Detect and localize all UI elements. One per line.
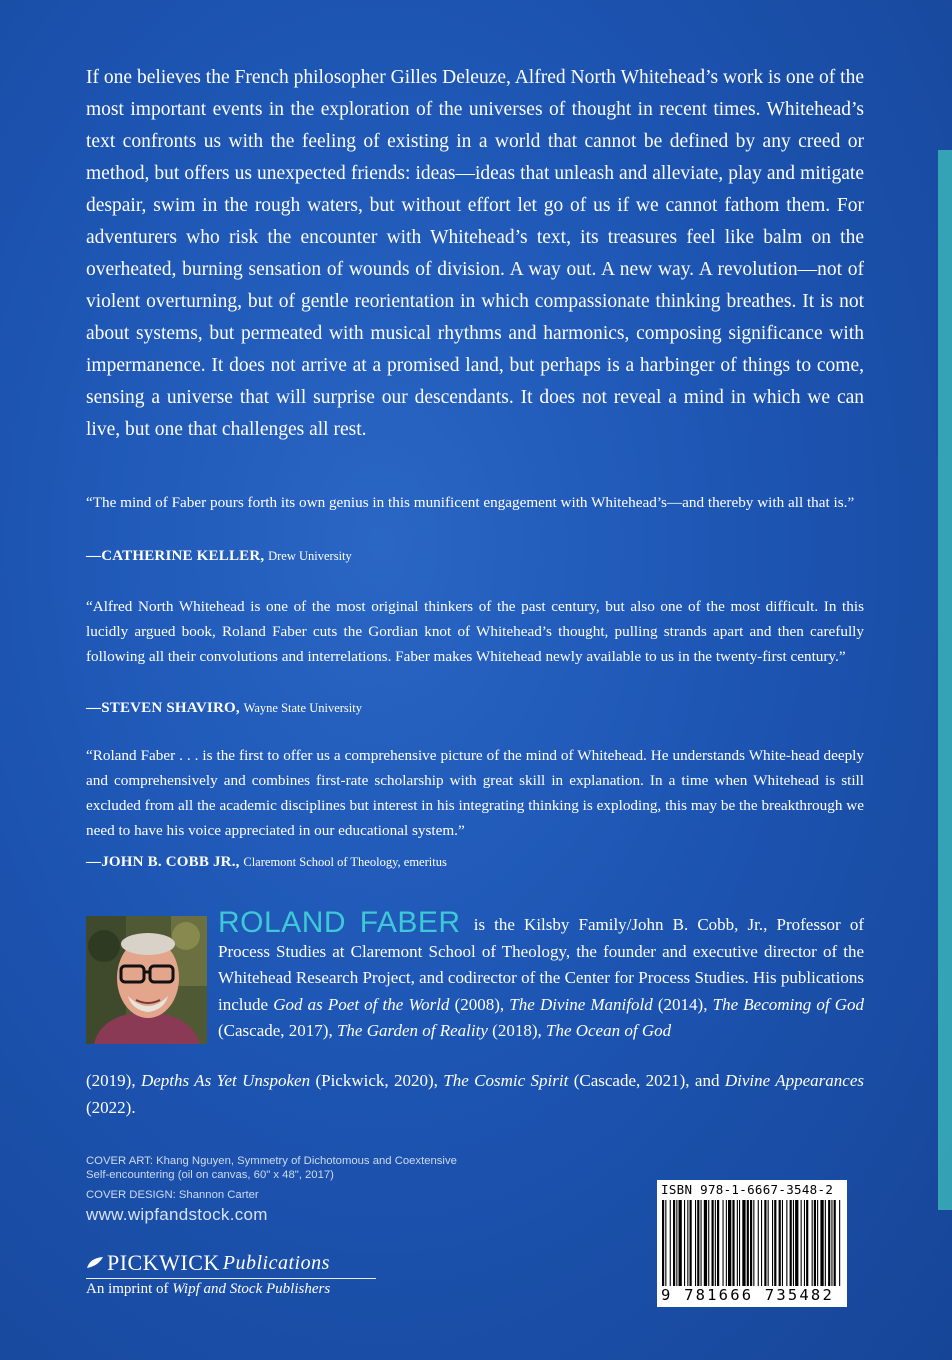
- barcode-bar: [723, 1200, 724, 1286]
- barcode-bar: [768, 1200, 769, 1286]
- barcode-bar: [772, 1200, 773, 1286]
- barcode-bar: [793, 1200, 794, 1286]
- publisher-rule: [86, 1278, 376, 1279]
- barcode-bar: [665, 1200, 666, 1286]
- barcode-bar: [670, 1200, 671, 1286]
- barcode-bar: [739, 1200, 740, 1286]
- barcode-bar: [676, 1200, 677, 1286]
- endorsement-quote: “The mind of Faber pours forth its own genius in this munificent engagement with Whitehead’s—and thereby with all that is.”: [86, 494, 855, 511]
- author-name: ROLAND FABER: [218, 906, 461, 939]
- endorser-name: —JOHN B. COBB JR.,: [86, 854, 240, 870]
- barcode-bar: [758, 1200, 759, 1286]
- publisher-suffix: Publications: [222, 1251, 330, 1274]
- endorsement-attribution: [86, 697, 362, 719]
- intro-paragraph: If one believes the French philosopher Gilles Deleuze, Alfred North Whitehead’s work is one of the most important events in the exploration of the universes of thought in recent times. Whitehead’s text confronts us with the feeling of existing in a world that cannot be defined by any creed or method, but offers us unexpected friends: ideas—ideas that unleash and alleviate, play and mitigate despair, swim in the rough waters, but without effort let go of us if we cannot fathom them. For adventurers who risk the encounter with Whitehead’s text, its treasures feel like balm on the overheated, burning sensation of wounds of division. A way out. A new way. A revolution—not of violent overturning, but of gentle reorientation in which compassionate thinking breathes. It is not about systems, but permeated with musical rhythms and harmonics, composing significance with impermanence. It does not arrive at a promised land, but perhaps is a harbinger of things to come, sensing a universe that will surprise our descendants. It does not reveal a mind in which we can live, but one that challenges all rest.: [86, 67, 864, 440]
- barcode-bar: [673, 1200, 675, 1286]
- barcode-bar: [779, 1200, 781, 1286]
- barcode-bar: [834, 1200, 836, 1286]
- barcode-bar: [814, 1200, 816, 1286]
- barcode-bar: [761, 1200, 762, 1286]
- barcode-bar: [695, 1200, 696, 1286]
- decorative-strip: [938, 150, 952, 1210]
- barcode-bar: [774, 1200, 776, 1286]
- author-bio-continued: (2019), Depths As Yet Unspoken (Pickwick, 2020), The Cosmic Spirit (Cascade, 2021), and Divine Appearances (2022).: [86, 1071, 864, 1117]
- publisher-logo: [86, 1250, 376, 1276]
- barcode-bar: [701, 1200, 702, 1286]
- isbn-label: ISBN 978-1-6667-3548-2: [661, 1182, 834, 1197]
- pickwick-leaf-icon: [86, 1256, 104, 1270]
- barcode-bar: [704, 1200, 707, 1286]
- cover-art-credit: COVER ART: Khang Nguyen, Symmetry of Dichotomous and Coextensive: [86, 1155, 457, 1167]
- barcode-bar: [753, 1200, 754, 1286]
- barcode-bar: [804, 1200, 805, 1286]
- barcode-bars: [662, 1200, 842, 1286]
- endorser-affiliation: Drew University: [268, 549, 352, 563]
- barcode-bar: [717, 1200, 719, 1286]
- barcode-bar: [817, 1200, 818, 1286]
- ean-digits: 9 781666 735482: [661, 1286, 834, 1304]
- endorser-affiliation: Wayne State University: [243, 701, 362, 715]
- endorsement-attribution: [86, 851, 447, 873]
- endorser-name: —CATHERINE KELLER,: [86, 548, 265, 564]
- barcode-bar: [812, 1200, 813, 1286]
- barcode-bar: [782, 1200, 783, 1286]
- barcode-bar: [742, 1200, 745, 1286]
- publisher-website[interactable]: www.wipfandstock.com: [86, 1205, 268, 1224]
- barcode-bar: [839, 1200, 840, 1286]
- barcode-bar: [806, 1200, 808, 1286]
- barcode-bar: [737, 1200, 738, 1286]
- barcode-bar: [828, 1200, 830, 1286]
- barcode-bar: [726, 1200, 727, 1286]
- barcode-bar: [662, 1200, 664, 1286]
- endorsement-attribution: [86, 545, 352, 567]
- barcode-bar: [708, 1200, 709, 1286]
- endorsement-quote: “Alfred North Whitehead is one of the most original thinkers of the past century, but also one of the most difficult. In this lucidly argued book, Roland Faber cuts the Gordian knot of Whitehead’s thought, pulling strands apart and then carefully following all their convolutions and interrelations. Faber makes Whitehead newly available to us in the twenty-first century.”: [86, 598, 864, 665]
- barcode-bar: [795, 1200, 798, 1286]
- endorser-name: —STEVEN SHAVIRO,: [86, 700, 240, 716]
- barcode-bar: [697, 1200, 699, 1286]
- endorsement-quote: “Roland Faber . . . is the first to offer us a comprehensive picture of the mind of Whitehead. He understands White-head deeply and comprehensively and combines first-rate scholarship with great skill in explanation. In a time when Whitehead is still excluded from all the academic disciplines but interest in his integrating thinking is exploding, this may be the breakthrough we need to have his voice appreciated in our educational system.”: [86, 747, 864, 839]
- barcode: [657, 1180, 847, 1307]
- barcode-bar: [715, 1200, 716, 1286]
- endorser-affiliation: Claremont School of Theology, emeritus: [243, 855, 447, 869]
- barcode-bar: [825, 1200, 826, 1286]
- barcode-bar: [801, 1200, 802, 1286]
- barcode-bar: [679, 1200, 682, 1286]
- barcode-bar: [764, 1200, 766, 1286]
- barcode-bar: [684, 1200, 685, 1286]
- cover-design-credit: COVER DESIGN: Shannon Carter: [86, 1189, 259, 1201]
- barcode-bar: [747, 1200, 749, 1286]
- author-photo: [86, 916, 207, 1044]
- barcode-bar: [712, 1200, 714, 1286]
- publisher-block: [86, 1250, 376, 1298]
- cover-art-credit-detail: Self-encountering (oil on canvas, 60" x 48", 2017): [86, 1168, 334, 1181]
- barcode-bar: [831, 1200, 832, 1286]
- barcode-bar: [790, 1200, 792, 1286]
- cover-credits: [86, 1155, 457, 1203]
- barcode-bar: [687, 1200, 688, 1286]
- barcode-bar: [786, 1200, 787, 1286]
- barcode-bar: [728, 1200, 731, 1286]
- imprint-line: An imprint of Wipf and Stock Publishers: [86, 1281, 331, 1297]
- barcode-bar: [820, 1200, 823, 1286]
- author-bio: ROLAND FABER is the Kilsby Family/John B. Cobb, Jr., Professor of Process Studies at Claremont School of Theology, the founder and executive director of the Whitehead Research Project, and codirector of the Center for Process Studies. His publications include God as Poet of the World (2008), The Divine Manifold (2014), The Becoming of God (Cascade, 2017), The Garden of Reality (2018), The Ocean of God: [218, 906, 865, 1040]
- barcode-bar: [732, 1200, 734, 1286]
- barcode-bar: [750, 1200, 752, 1286]
- barcode-bar: [690, 1200, 692, 1286]
- publisher-name: PICKWICK: [107, 1250, 220, 1275]
